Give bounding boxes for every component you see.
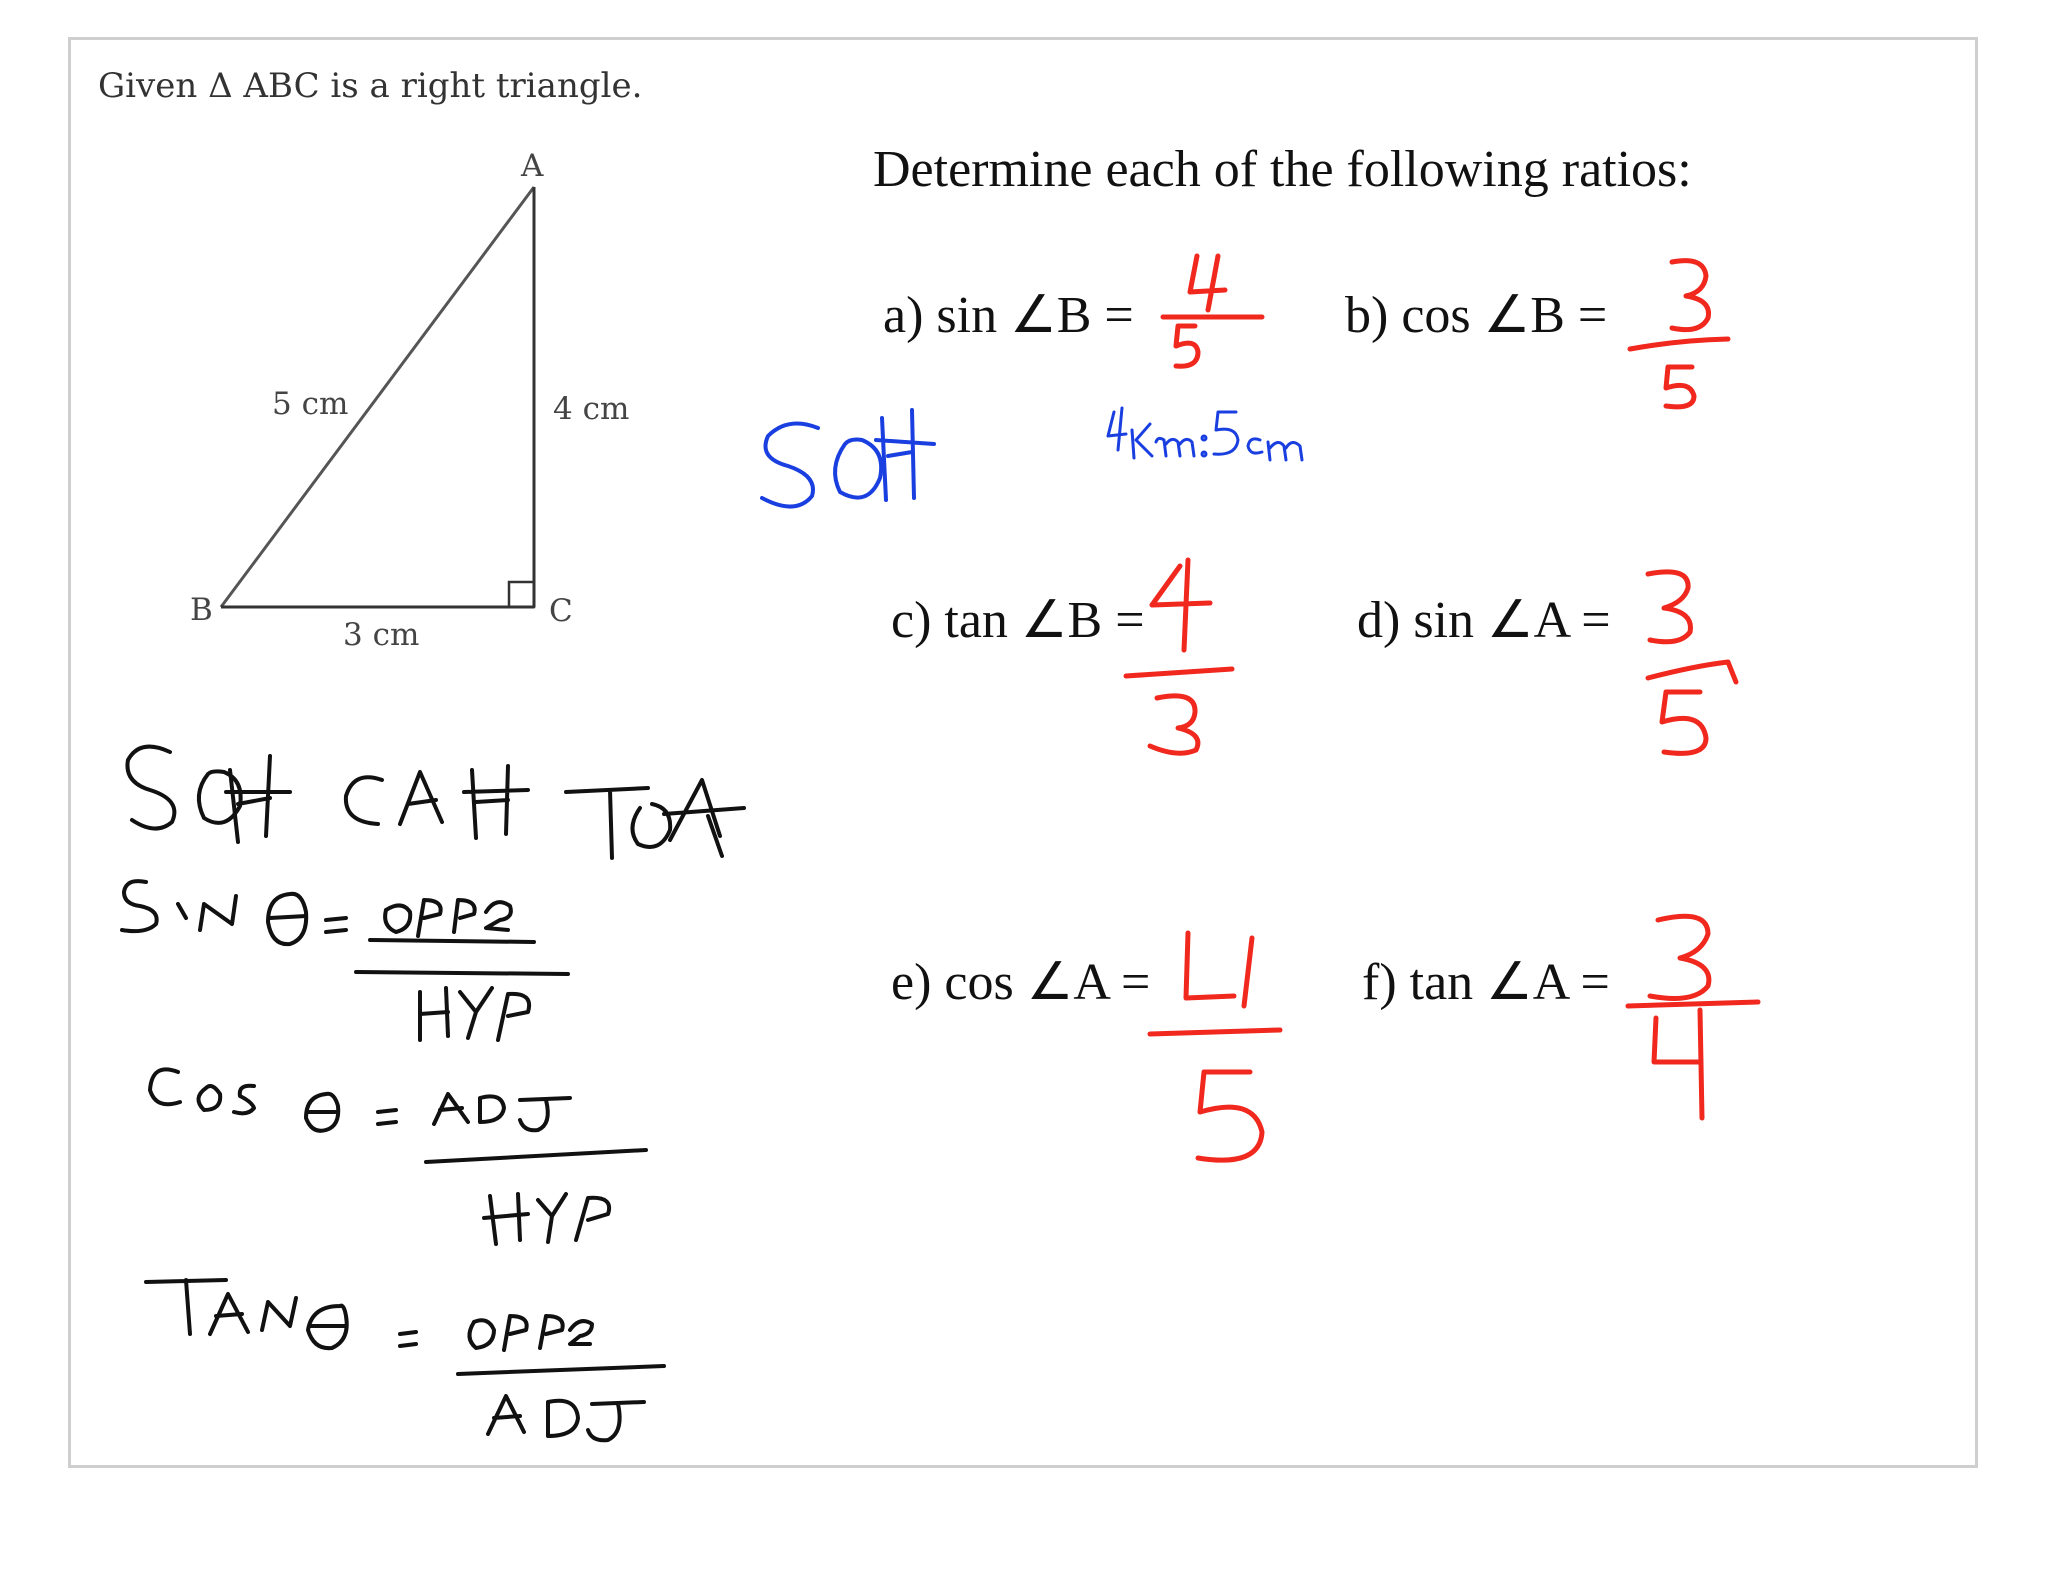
note-tan-rule bbox=[146, 1280, 664, 1440]
answer-a bbox=[1163, 256, 1262, 366]
vertex-b-label: B bbox=[190, 592, 213, 628]
answer-d bbox=[1648, 572, 1736, 754]
vertex-c-label: C bbox=[549, 593, 573, 629]
note-ratio bbox=[1108, 408, 1302, 460]
question-f: f) tan ∠A = bbox=[1362, 954, 1610, 1011]
question-d: d) sin ∠A = bbox=[1357, 592, 1611, 649]
note-cos-rule bbox=[150, 1069, 646, 1244]
answer-c bbox=[1126, 560, 1232, 753]
question-b: b) cos ∠B = bbox=[1345, 287, 1608, 344]
question-a: a) sin ∠B = bbox=[883, 287, 1134, 344]
side-ac-label: 4 cm bbox=[553, 391, 630, 427]
question-e: e) cos ∠A = bbox=[891, 954, 1151, 1011]
vertex-a-label: A bbox=[521, 148, 544, 184]
side-bc-label: 3 cm bbox=[343, 617, 420, 653]
answer-e bbox=[1150, 933, 1280, 1160]
note-soh bbox=[762, 410, 934, 507]
instruction-text: Determine each of the following ratios: bbox=[873, 141, 1692, 198]
note-sohcahtoa bbox=[127, 747, 744, 858]
given-statement: Given Δ ABC is a right triangle. bbox=[98, 66, 643, 106]
note-sin-rule bbox=[122, 881, 568, 1040]
question-c: c) tan ∠B = bbox=[891, 592, 1145, 649]
answer-f bbox=[1628, 916, 1758, 1118]
side-ab-label: 5 cm bbox=[272, 386, 349, 422]
answer-b bbox=[1630, 261, 1728, 407]
